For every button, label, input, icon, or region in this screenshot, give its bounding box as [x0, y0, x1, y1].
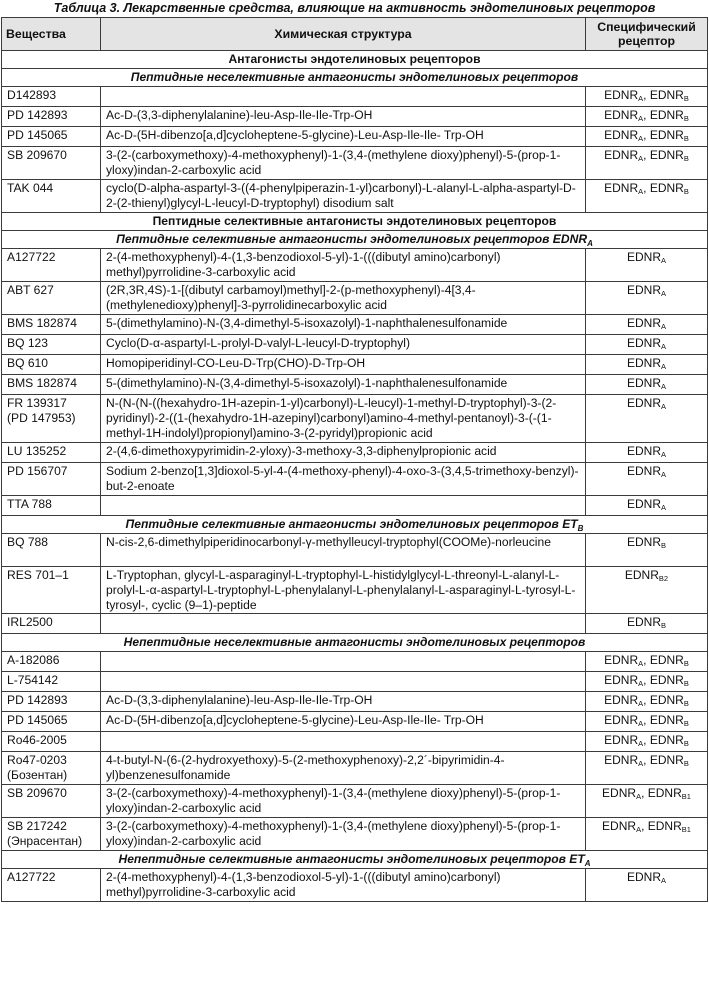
receptor-subtype: A	[638, 739, 644, 749]
receptor-cell	[586, 315, 708, 335]
receptor-cell	[586, 147, 708, 180]
table-row	[2, 335, 708, 355]
receptor-name: EDNR	[649, 88, 684, 102]
receptor-cell	[586, 127, 708, 147]
substance-cell	[2, 692, 101, 712]
substance-cell	[2, 785, 101, 818]
receptor-separator: ,	[643, 693, 650, 708]
chemical-structure-cell: Ac-D-(3,3-diphenylalanine)-leu-Asp-Ile-Ile-Trp-OH	[101, 107, 586, 127]
substance-alt-name: (Бозентан)	[7, 768, 68, 783]
substance-name: BMS 182874	[7, 316, 77, 330]
header-specific-receptor	[586, 18, 708, 51]
header-substances: Вещества	[2, 18, 101, 51]
table-row	[2, 672, 708, 692]
substance-cell	[2, 315, 101, 335]
receptor-cell	[586, 375, 708, 395]
receptor-cell	[586, 785, 708, 818]
table-row	[2, 355, 708, 375]
table-row	[2, 87, 708, 107]
substance-name: ABT 627	[7, 283, 54, 297]
receptor-subtype: B	[683, 679, 689, 689]
receptor-subtype: A	[661, 876, 667, 886]
receptor-separator: ,	[643, 181, 650, 195]
chemical-structure-cell: Cyclo(D-α-aspartyl-L-prolyl-D-valyl-L-leucyl-D-tryptophyl)	[101, 335, 586, 355]
table-row	[2, 315, 708, 335]
chemical-structure-cell: 3-(2-(carboxymethoxy)-4-methoxyphenyl)-1-(3,4-(methylene dioxy)phenyl)-5-(prop-1-yloxy)indan-2-carboxylic acid	[101, 818, 586, 851]
receptor-name: EDNR	[604, 148, 639, 162]
substance-name: SB 217242	[7, 819, 67, 834]
receptor-subtype: B1	[681, 792, 691, 802]
table-row	[2, 785, 708, 818]
substance-cell	[2, 732, 101, 752]
chemical-structure-cell: Ac-D-(5H-dibenzo[a,d]cycloheptene-5-glycine)-Leu-Asp-Ile-Ile- Trp-OH	[101, 712, 586, 732]
receptor-subtype: A	[636, 792, 642, 802]
subsection-nonpeptide-selective-a-text: Непептидные селективные антагонисты эндотелиновых рецепторов ET	[118, 852, 585, 867]
receptor-subtype: A	[661, 382, 667, 391]
table-row	[2, 869, 708, 902]
substance-cell	[2, 87, 101, 107]
table-body	[2, 51, 708, 902]
substance-name: PD 142893	[7, 693, 68, 708]
chemical-structure-cell: 3-(2-(carboxymethoxy)-4-methoxyphenyl)-1-(3,4-(methylene dioxy)phenyl)-5-(prop-1-yloxy)indan-2-carboxylic acid	[101, 785, 586, 818]
receptor-cell	[586, 869, 708, 902]
subsection-peptide-selective-b-row	[2, 515, 708, 533]
substance-cell	[2, 462, 101, 495]
receptor-name: EDNR	[604, 181, 639, 195]
receptor-name: EDNR	[624, 567, 659, 582]
subsection-nonpeptide-nonselective-row	[2, 634, 708, 652]
substance-name: SB 209670	[7, 786, 67, 801]
receptor-cell	[586, 249, 708, 282]
receptor-name: EDNR	[626, 463, 661, 478]
receptor-cell	[586, 692, 708, 712]
receptor-name: EDNR	[649, 181, 684, 195]
receptor-name: EDNR	[626, 316, 661, 330]
table-row	[2, 752, 708, 785]
subsection-peptide-selective-b	[2, 515, 708, 533]
chemical-structure-cell: 2-(4-methoxyphenyl)-4-(1,3-benzodioxol-5-yl)-1-(((dibutyl amino)carbonyl) methyl)pyrrolidine-3-carboxylic acid	[101, 869, 586, 902]
table-row	[2, 692, 708, 712]
receptor-cell	[586, 107, 708, 127]
receptor-subtype: A	[638, 719, 644, 729]
receptor-subtype: B	[683, 94, 689, 103]
receptor-separator: ,	[641, 819, 648, 834]
receptor-name: EDNR	[649, 693, 684, 708]
receptor-subtype: A	[638, 699, 644, 709]
chemical-structure-cell: Ac-D-(3,3-diphenylalanine)-leu-Asp-Ile-Ile-Trp-OH	[101, 692, 586, 712]
receptor-name: EDNR	[649, 733, 684, 748]
receptor-subtype: A	[661, 289, 667, 298]
substance-cell	[2, 395, 101, 443]
chemical-structure-cell: 4-t-butyl-N-(6-(2-hydroxyethoxy)-5-(2-methoxyphenoxy)-2,2´-bipyrimidin-4-yl)benzenesulfonamide	[101, 752, 586, 785]
receptor-subtype: B	[683, 134, 689, 143]
subsection-peptide-selective-a-row	[2, 231, 708, 249]
receptor-name: EDNR	[604, 128, 639, 142]
substance-name: A127722	[7, 250, 56, 264]
receptor-name: EDNR	[604, 673, 639, 688]
substance-cell	[2, 335, 101, 355]
chemical-structure-cell: Sodium 2-benzo[1,3]dioxol-5-yl-4-(4-methoxy-phenyl)-4-oxo-3-(3,4,5-trimethoxy-benzyl)-but-2-enoate	[101, 462, 586, 495]
receptor-name: EDNR	[649, 128, 684, 142]
chemical-structure-cell	[101, 87, 586, 107]
receptor-name: EDNR	[647, 786, 682, 801]
receptor-drugs-table	[1, 17, 708, 902]
receptor-separator: ,	[643, 673, 650, 688]
receptor-separator: ,	[643, 653, 650, 668]
receptor-subtype: B	[683, 759, 689, 769]
receptor-subtype: B	[683, 699, 689, 709]
receptor-cell	[586, 282, 708, 315]
receptor-separator: ,	[641, 786, 648, 801]
header-receptor-line1: Специфический	[597, 20, 696, 34]
substance-cell	[2, 249, 101, 282]
table-row	[2, 462, 708, 495]
receptor-subtype: A	[661, 402, 667, 411]
receptor-name: EDNR	[604, 693, 639, 708]
receptor-cell	[586, 87, 708, 107]
receptor-name: EDNR	[604, 753, 639, 768]
chemical-structure-cell	[101, 732, 586, 752]
receptor-separator: ,	[643, 733, 650, 748]
substance-name: L-754142	[7, 673, 59, 688]
receptor-name: EDNR	[626, 496, 661, 511]
receptor-name: EDNR	[626, 356, 661, 370]
receptor-cell	[586, 355, 708, 375]
receptor-subtype: A	[661, 449, 667, 459]
receptor-name: EDNR	[604, 733, 639, 748]
receptor-subtype: A	[661, 256, 667, 265]
substance-name: TAK 044	[7, 181, 54, 195]
receptor-name: EDNR	[604, 713, 639, 728]
receptor-subtype: A	[661, 342, 667, 351]
receptor-subtype: B2	[658, 573, 669, 583]
substance-cell	[2, 652, 101, 672]
subsection-peptide-selective-b-text: Пептидные селективные антагонисты эндотелиновых рецепторов ET	[125, 516, 578, 531]
chemical-structure-cell: Homopiperidinyl-CO-Leu-D-Trp(CHO)-D-Trp-OH	[101, 355, 586, 375]
chemical-structure-cell: L-Tryptophan, glycyl-L-asparaginyl-L-tryptophyl-L-histidylglycyl-L-threonyl-L-alanyl-L-prolyl-L-α-aspartyl-L-tryptophyl-L-phenylalanyl-L-phenylalanyl-L-asparaginyl-L-tyrosyl-L-tyrosyl-, cyclic (9–1)-peptide	[101, 566, 586, 614]
receptor-subtype: B	[683, 719, 689, 729]
receptor-cell	[586, 818, 708, 851]
receptor-name: EDNR	[649, 713, 684, 728]
receptor-subtype: A	[638, 679, 644, 689]
substance-cell	[2, 818, 101, 851]
receptor-subtype: A	[638, 94, 644, 103]
table-row	[2, 442, 708, 462]
subsection-peptide-selective-b-subscript: B	[577, 523, 584, 533]
header-receptor-line2: рецептор	[617, 34, 676, 48]
subsection-nonpeptide-selective-a-subscript: A	[584, 859, 591, 869]
substance-name: FR 139317	[7, 396, 67, 410]
receptor-separator: ,	[643, 713, 650, 728]
receptor-name: EDNR	[626, 336, 661, 350]
table-row	[2, 566, 708, 614]
receptor-cell	[586, 752, 708, 785]
chemical-structure-cell: 5-(dimethylamino)-N-(3,4-dimethyl-5-isoxazolyl)-1-naphthalenesulfonamide	[101, 375, 586, 395]
subsection-nonpeptide-selective-a	[2, 851, 708, 869]
substance-name: A127722	[7, 870, 56, 885]
substance-cell	[2, 107, 101, 127]
receptor-separator: ,	[643, 148, 650, 162]
substance-cell	[2, 282, 101, 315]
chemical-structure-cell	[101, 614, 586, 634]
substance-cell	[2, 712, 101, 732]
section-peptide-selective-row	[2, 213, 708, 231]
header-chemical-structure: Химическая структура	[101, 18, 586, 51]
substance-cell	[2, 147, 101, 180]
chemical-structure-cell	[101, 495, 586, 515]
substance-cell	[2, 672, 101, 692]
receptor-subtype: A	[638, 134, 644, 143]
receptor-name: EDNR	[647, 819, 682, 834]
table-row	[2, 614, 708, 634]
receptor-name: EDNR	[649, 148, 684, 162]
table-row	[2, 375, 708, 395]
chemical-structure-cell: (2R,3R,4S)-1-[(dibutyl carbamoyl)methyl]-2-(p-methoxyphenyl)-4[3,4-(methylenedioxy)phenyl]-3-pyrrolidinecarboxylic acid	[101, 282, 586, 315]
table-row	[2, 147, 708, 180]
subsection-nonpeptide-nonselective: Непептидные неселективные антагонисты эндотелиновых рецепторов	[2, 634, 708, 652]
substance-name: Ro47-0203	[7, 753, 67, 768]
receptor-name: EDNR	[626, 534, 661, 549]
receptor-subtype: A	[638, 114, 644, 123]
substance-cell	[2, 442, 101, 462]
chemical-structure-cell: N-(N-(N-((hexahydro-1H-azepin-1-yl)carbonyl)-L-leucyl)-1-methyl-D-tryptophyl)-3-(2-pyridinyl)-2-((1-(hexahydro-1H-azepinyl)carbonyl)amino-4-methyl-pentanoyl)-3-(-(1-methyl-1H-indolyl)propionyl)amino-3-(2-pyridyl)propionic acid	[101, 395, 586, 443]
substance-name: LU 135252	[7, 443, 67, 458]
receptor-name: EDNR	[626, 396, 661, 410]
receptor-subtype: A	[636, 825, 642, 835]
substance-name: BQ 788	[7, 534, 49, 549]
table-row	[2, 282, 708, 315]
chemical-structure-cell	[101, 672, 586, 692]
receptor-subtype: A	[638, 759, 644, 769]
receptor-cell	[586, 732, 708, 752]
table-row	[2, 249, 708, 282]
section-antagonists-row	[2, 51, 708, 69]
substance-name: BQ 123	[7, 336, 49, 350]
chemical-structure-cell: cyclo(D-alpha-aspartyl-3-((4-phenylpiperazin-1-yl)carbonyl)-L-alanyl-L-alpha-aspartyl-D-2-(2-thienyl)glycyl-L-leucyl-D-tryptophyl) disodium salt	[101, 180, 586, 213]
receptor-subtype: B	[661, 621, 667, 631]
substance-name: BMS 182874	[7, 376, 77, 390]
receptor-cell	[586, 442, 708, 462]
substance-name: PD 145065	[7, 128, 68, 142]
receptor-name: EDNR	[626, 283, 661, 297]
receptor-separator: ,	[643, 753, 650, 768]
receptor-subtype: A	[661, 322, 667, 331]
substance-name: IRL2500	[7, 615, 53, 630]
receptor-subtype: A	[638, 154, 644, 163]
receptor-subtype: B	[683, 114, 689, 123]
chemical-structure-cell	[101, 652, 586, 672]
substance-cell	[2, 614, 101, 634]
receptor-cell	[586, 614, 708, 634]
substance-cell	[2, 180, 101, 213]
table-row	[2, 495, 708, 515]
receptor-cell	[586, 566, 708, 614]
table-header	[2, 18, 708, 51]
receptor-cell	[586, 495, 708, 515]
receptor-name: EDNR	[649, 673, 684, 688]
chemical-structure-cell: N-cis-2,6-dimethylpiperidinocarbonyl-γ-methylleucyl-tryptophyl(COOMe)-norleucine	[101, 533, 586, 566]
receptor-name: EDNR	[626, 250, 661, 264]
receptor-cell	[586, 462, 708, 495]
substance-cell	[2, 533, 101, 566]
table-row	[2, 652, 708, 672]
substance-name: Ro46-2005	[7, 733, 67, 748]
substance-cell	[2, 566, 101, 614]
receptor-name: EDNR	[604, 653, 639, 668]
receptor-name: EDNR	[649, 753, 684, 768]
receptor-subtype: B	[683, 659, 689, 669]
substance-name: TTA 788	[7, 496, 52, 511]
subsection-peptide-selective-a	[2, 231, 708, 249]
section-antagonists: Антагонисты эндотелиновых рецепторов	[2, 51, 708, 69]
receptor-subtype: B	[683, 187, 689, 196]
receptor-name: EDNR	[649, 653, 684, 668]
subsection-peptide-nonselective: Пептидные неселективные антагонисты эндотелиновых рецепторов	[2, 69, 708, 87]
substance-name: SB 209670	[7, 148, 67, 162]
substance-name: BQ 610	[7, 356, 49, 370]
receptor-separator: ,	[643, 128, 650, 142]
chemical-structure-cell: 2-(4-methoxyphenyl)-4-(1,3-benzodioxol-5-yl)-1-(((dibutyl amino)carbonyl) methyl)pyrrolidine-3-carboxylic acid	[101, 249, 586, 282]
receptor-cell	[586, 652, 708, 672]
receptor-name: EDNR	[602, 819, 637, 834]
subsection-peptide-nonselective-row	[2, 69, 708, 87]
receptor-subtype: A	[661, 362, 667, 371]
substance-cell	[2, 355, 101, 375]
substance-alt-name: (Энрасентан)	[7, 834, 83, 849]
substance-name: RES 701–1	[7, 567, 69, 582]
substance-alt-name: (PD 147953)	[7, 411, 76, 426]
substance-name: PD 142893	[7, 108, 68, 122]
chemical-structure-cell: 2-(4,6-dimethoxypyrimidin-2-yloxy)-3-methoxy-3,3-diphenylpropionic acid	[101, 442, 586, 462]
substance-name: PD 145065	[7, 713, 68, 728]
subsection-nonpeptide-selective-a-row	[2, 851, 708, 869]
receptor-name: EDNR	[604, 108, 639, 122]
receptor-name: EDNR	[604, 88, 639, 102]
receptor-name: EDNR	[602, 786, 637, 801]
table-row	[2, 107, 708, 127]
receptor-name: EDNR	[626, 870, 661, 885]
receptor-subtype: B	[683, 154, 689, 163]
table-row	[2, 533, 708, 566]
receptor-cell	[586, 712, 708, 732]
table-row	[2, 127, 708, 147]
subsection-peptide-selective-a-text: Пептидные селективные антагонисты эндотелиновых рецепторов EDNR	[116, 232, 588, 246]
chemical-structure-cell: 5-(dimethylamino)-N-(3,4-dimethyl-5-isoxazolyl)-1-naphthalenesulfonamide	[101, 315, 586, 335]
subsection-peptide-selective-a-subscript: A	[587, 239, 593, 248]
substance-name: PD 156707	[7, 463, 68, 478]
table-row	[2, 732, 708, 752]
receptor-subtype: A	[638, 187, 644, 196]
receptor-name: EDNR	[626, 376, 661, 390]
substance-name: A-182086	[7, 653, 60, 668]
receptor-subtype: A	[638, 659, 644, 669]
table-row	[2, 712, 708, 732]
receptor-subtype: B	[661, 540, 667, 550]
chemical-structure-cell: 3-(2-(carboxymethoxy)-4-methoxyphenyl)-1-(3,4-(methylene dioxy)phenyl)-5-(prop-1-yloxy)indan-2-carboxylic acid	[101, 147, 586, 180]
substance-cell	[2, 869, 101, 902]
receptor-subtype: A	[661, 502, 667, 512]
receptor-name: EDNR	[626, 443, 661, 458]
substance-cell	[2, 752, 101, 785]
substance-cell	[2, 127, 101, 147]
table-row	[2, 180, 708, 213]
receptor-separator: ,	[643, 88, 650, 102]
table-caption: Таблица 3. Лекарственные средства, влияющие на активность эндотелиновых рецепторов	[53, 1, 656, 15]
receptor-subtype: A	[661, 469, 667, 479]
chemical-structure-cell: Ac-D-(5H-dibenzo[a,d]cycloheptene-5-glycine)-Leu-Asp-Ile-Ile- Trp-OH	[101, 127, 586, 147]
receptor-cell	[586, 180, 708, 213]
receptor-subtype: B1	[681, 825, 691, 835]
receptor-cell	[586, 533, 708, 566]
section-peptide-selective: Пептидные селективные антагонисты эндотелиновых рецепторов	[2, 213, 708, 231]
receptor-cell	[586, 672, 708, 692]
substance-name: D142893	[7, 88, 57, 102]
receptor-cell	[586, 335, 708, 355]
receptor-name: EDNR	[649, 108, 684, 122]
substance-cell	[2, 375, 101, 395]
receptor-name: EDNR	[626, 615, 661, 630]
table-row	[2, 395, 708, 443]
table-row	[2, 818, 708, 851]
receptor-subtype: B	[683, 739, 689, 749]
substance-cell	[2, 495, 101, 515]
receptor-separator: ,	[643, 108, 650, 122]
receptor-cell	[586, 395, 708, 443]
